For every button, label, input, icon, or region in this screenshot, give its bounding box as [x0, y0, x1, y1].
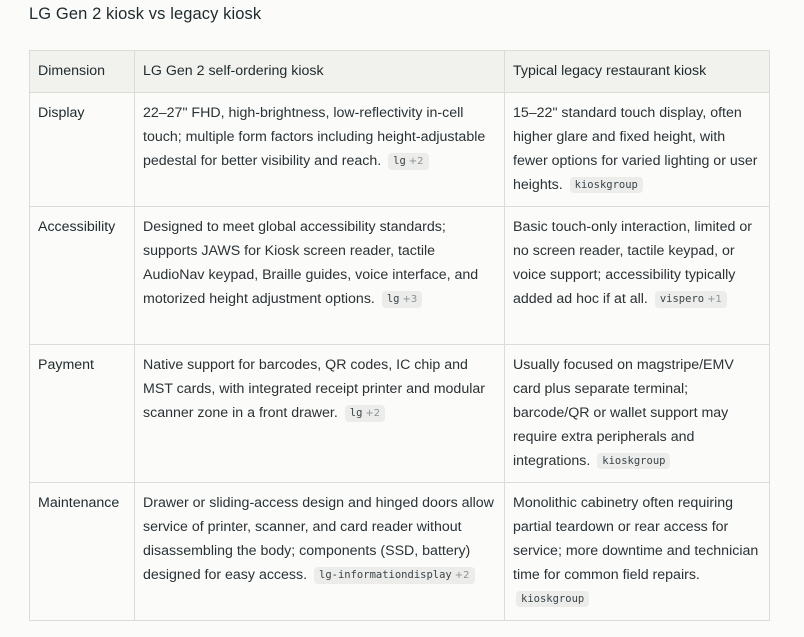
lg-cell — [135, 207, 505, 345]
comparison-table — [29, 50, 770, 621]
cell-text: Drawer or sliding-access design and hinged doors allow service of printer, scanner, and card reader without disassembling the body; components (SSD, battery) designed for easy access. — [143, 495, 494, 583]
source-citation[interactable]: kioskgroup — [570, 177, 643, 193]
lg-cell — [135, 483, 505, 621]
row-dimension: Accessibility — [30, 207, 135, 345]
table-row — [30, 207, 770, 345]
column-header-lg: LG Gen 2 self-ordering kiosk — [135, 51, 505, 93]
table-row — [30, 345, 770, 483]
legacy-cell — [505, 345, 770, 483]
cell-text: 22–27" FHD, high-brightness, low-reflectivity in-cell touch; multiple form factors including height-adjustable pedestal for better visibility and reach. — [143, 105, 486, 169]
table-header-row — [30, 51, 770, 93]
cell-text: 15–22" standard touch display, often higher glare and fixed height, with fewer options for varied lighting or user heights. — [513, 105, 758, 193]
row-dimension: Display — [30, 93, 135, 207]
cell-text: Usually focused on magstripe/EMV card plus separate terminal; barcode/QR or wallet support may require extra peripherals and integrations. — [513, 357, 734, 469]
row-dimension: Payment — [30, 345, 135, 483]
column-header-dimension: Dimension — [30, 51, 135, 93]
source-citation[interactable]: lg +2 — [345, 405, 385, 422]
legacy-cell — [505, 93, 770, 207]
cell-text: Native support for barcodes, QR codes, IC chip and MST cards, with integrated receipt printer and modular scanner zone in a front drawer. — [143, 357, 485, 421]
source-citation[interactable]: lg-informationdisplay +2 — [314, 567, 475, 584]
table-row — [30, 93, 770, 207]
lg-cell — [135, 93, 505, 207]
legacy-cell — [505, 207, 770, 345]
row-dimension: Maintenance — [30, 483, 135, 621]
source-citation[interactable]: vispero +1 — [655, 291, 727, 308]
legacy-cell — [505, 483, 770, 621]
source-citation[interactable]: kioskgroup — [516, 591, 589, 607]
source-citation[interactable]: lg +3 — [382, 291, 422, 308]
lg-cell — [135, 345, 505, 483]
cell-text: Monolithic cabinetry often requiring partial teardown or rear access for service; more downtime and technician time for common field repairs. — [513, 495, 759, 583]
cell-text: Designed to meet global accessibility standards; supports JAWS for Kiosk screen reader, tactile AudioNav keypad, Braille guides, voice interface, and motorized height adjustment options. — [143, 219, 479, 307]
table-row — [30, 483, 770, 621]
source-citation[interactable]: lg +2 — [388, 153, 428, 170]
cell-text: Basic touch-only interaction, limited or no screen reader, tactile keypad, or voice support; accessibility typically added ad hoc if at all. — [513, 219, 752, 307]
column-header-legacy: Typical legacy restaurant kiosk — [505, 51, 770, 93]
page-title: LG Gen 2 kiosk vs legacy kiosk — [29, 5, 262, 23]
source-citation[interactable]: kioskgroup — [597, 453, 670, 469]
